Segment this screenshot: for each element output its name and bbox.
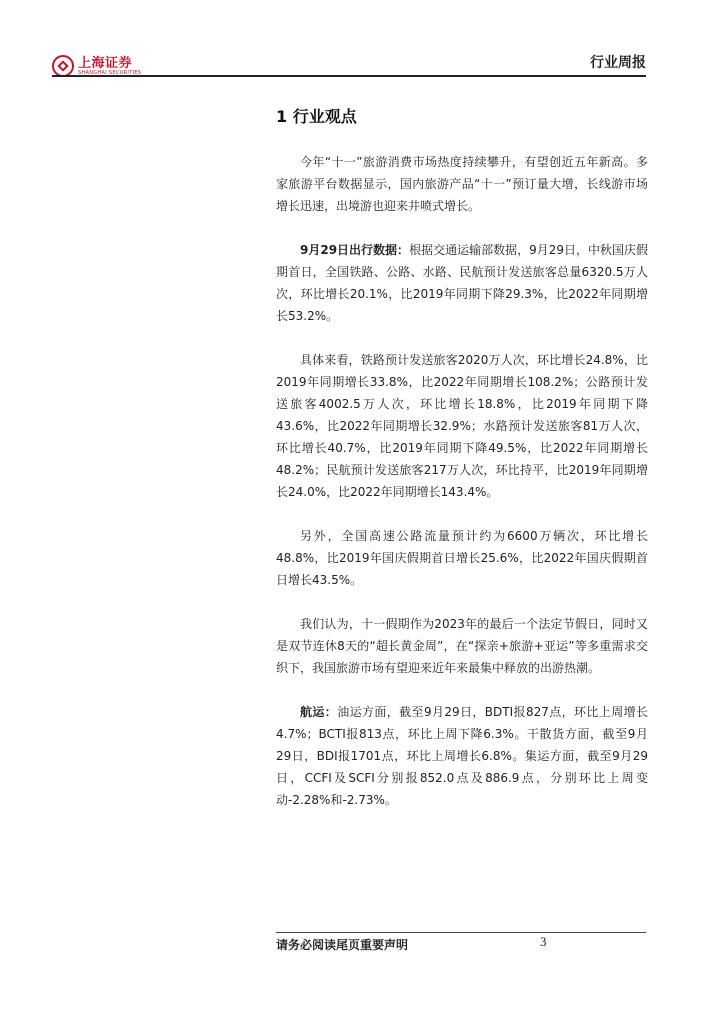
paragraph-travel-data <box>276 239 648 327</box>
paragraph-lead: 9月29日出行数据： <box>300 243 410 257</box>
paragraph-highway <box>276 525 648 591</box>
disclaimer-note: 请务必阅读尾页重要声明 <box>276 938 409 952</box>
paragraph-text: 今年“十一”旅游消费市场热度持续攀升，有望创近五年新高。多家旅游平台数据显示，国内旅游产品“十一”预订量大增，长线游市场增长迅速，出境游也迎来井喷式增长。 <box>276 155 648 213</box>
paragraph-text: 油运方面，截至9月29日，BDTI报827点，环比上周增长4.7%；BCTI报813点，环比上周下降6.3%。干散货方面，截至9月29日，BDI报1701点，环比上周增长6.8%。集运方面，截至9月29日，CCFI及SCFI分别报852.0点及886.9点，分别环比上周变动-2.28%和-2.73%。 <box>276 705 648 807</box>
paragraph-lead: 航运： <box>300 705 338 719</box>
logo-english-name: SHANGHAI SECURITIES <box>78 69 142 76</box>
paragraph-text: 具体来看，铁路预计发送旅客2020万人次，环比增长24.8%，比2019年同期增长33.8%，比2022年同期增长108.2%；公路预计发送旅客4002.5万人次，环比增长18.8%，比2019年同期下降43.6%，比2022年同期增长32.9%；水路预计发送旅客81万人次，环比增长40.7%，比2019年同期下降49.5%，比2022年同期增长48.2%；民航预计发送旅客217万人次，环比持平，比2019年同期增长24.0%，比2022年同期增长143.4%。 <box>276 353 648 499</box>
paragraph-overview <box>276 151 648 217</box>
paragraph-shipping <box>276 701 648 811</box>
paragraph-text: 根据交通运输部数据，9月29日，中秋国庆假期首日，全国铁路、公路、水路、民航预计发送旅客总量6320.5万人次，环比增长20.1%，比2019年同期下降29.3%，比2022年同期增长53.2%。 <box>276 243 648 323</box>
paragraph-text: 我们认为，十一假期作为2023年的最后一个法定节假日，同时又是双节连休8天的“超长黄金周”，在“探亲+旅游+亚运”等多重需求交织下，我国旅游市场有望迎来近年来最集中释放的出游热潮。 <box>276 617 648 675</box>
section-title: 1 行业观点 <box>276 107 357 126</box>
company-logo <box>52 55 141 77</box>
page-header <box>0 0 724 80</box>
footer-divider <box>276 932 646 933</box>
paragraph-text: 另外，全国高速公路流量预计约为6600万辆次，环比增长48.8%，比2019年国庆假期首日增长25.6%，比2022年国庆假期首日增长43.5%。 <box>276 529 648 587</box>
report-type-label: 行业周报 <box>590 55 646 71</box>
paragraph-opinion <box>276 613 648 679</box>
paragraph-transport-breakdown <box>276 349 648 503</box>
header-divider <box>52 75 646 77</box>
main-content <box>276 104 648 833</box>
logo-icon <box>52 55 74 77</box>
logo-chinese-name: 上海证券 <box>78 55 133 71</box>
page-number: 3 <box>540 934 547 949</box>
